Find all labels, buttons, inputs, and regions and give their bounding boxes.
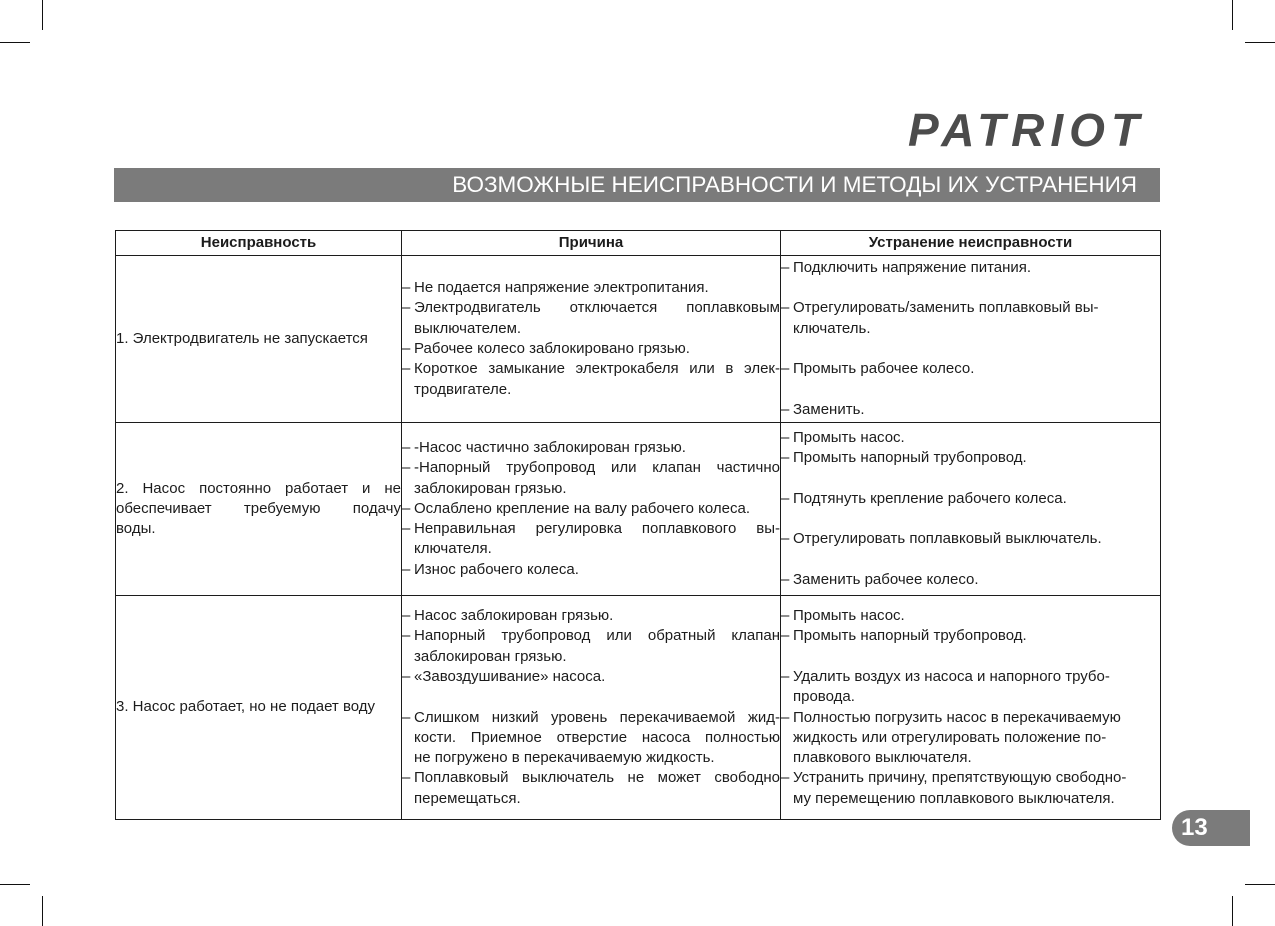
remedy-item <box>781 667 1160 708</box>
crop-mark <box>1245 884 1275 885</box>
remedy-line: Отрегулировать поплавковый выключатель. <box>793 530 1102 548</box>
remedy-item <box>781 570 1160 590</box>
crop-mark <box>1245 42 1275 43</box>
cause-item <box>402 667 780 687</box>
cause-line: Ослаблено крепление на валу рабочего колеса. <box>414 499 751 517</box>
bullet-dash: – <box>402 667 411 685</box>
brand-logo: PATRIOT <box>908 104 1146 156</box>
remedy-line: Заменить. <box>793 400 865 418</box>
bullet-dash: – <box>781 489 790 507</box>
bullet-dash: – <box>781 607 790 625</box>
page-number-badge <box>1172 810 1250 846</box>
bullet-dash: – <box>402 340 411 357</box>
crop-mark <box>1232 896 1233 926</box>
remedy-line: Промыть рабочее колесо. <box>793 360 975 378</box>
bullet-dash: – <box>402 459 411 477</box>
table-row <box>116 423 1161 596</box>
cause-line: Короткое замыкание электрокабеля или в элек- <box>414 360 780 378</box>
remedy-line: Отрегулировать/заменить поплавковый вы- <box>793 299 1099 317</box>
fault-text: 1. Электродвигатель не запускается <box>116 329 368 347</box>
troubleshooting-table <box>115 230 1161 820</box>
cause-line: кости. Приемное отверстие насоса полностью <box>414 728 780 746</box>
cause-line: -Напорный трубопровод или клапан частично <box>414 459 780 477</box>
remedy-item <box>781 768 1160 809</box>
cause-item <box>402 339 780 359</box>
section-banner <box>114 168 1160 202</box>
bullet-dash: – <box>781 449 790 467</box>
bullet-dash: – <box>402 499 411 517</box>
cause-item <box>402 499 780 519</box>
table-row <box>116 256 1161 423</box>
remedy-line: ключатель. <box>793 319 871 337</box>
bullet-dash: – <box>781 627 790 645</box>
remedy-line: провода. <box>793 688 855 706</box>
remedy-line: Устранить причину, препятствующую свободно- <box>793 769 1127 787</box>
cause-line: Электродвигатель отключается поплавковым <box>414 299 780 317</box>
bullet-dash: – <box>781 708 790 726</box>
cause-line: перемещаться. <box>414 789 521 807</box>
fault-cell <box>116 256 402 423</box>
fault-text: воды. <box>116 520 156 538</box>
bullet-dash: – <box>402 438 411 456</box>
remedy-item <box>781 626 1160 646</box>
remedy-item <box>781 428 1160 448</box>
header-remedy: Устранение неисправности <box>781 231 1161 256</box>
fault-cell <box>116 596 402 820</box>
bullet-dash: – <box>402 560 411 578</box>
remedy-line: Подключить напряжение питания. <box>793 258 1032 276</box>
table-header-row <box>116 231 1161 256</box>
cause-line: заблокирован грязью. <box>414 647 567 665</box>
remedy-cell <box>781 423 1161 596</box>
cause-item <box>402 278 780 298</box>
remedy-line: Промыть напорный трубопровод. <box>793 627 1027 645</box>
cause-line: выключателем. <box>414 319 522 337</box>
bullet-dash: – <box>781 258 790 276</box>
cause-line: Износ рабочего колеса. <box>414 560 579 578</box>
table-row <box>116 596 1161 820</box>
remedy-item <box>781 258 1160 278</box>
remedy-line: плавкового выключателя. <box>793 749 972 767</box>
crop-mark <box>42 896 43 926</box>
crop-mark <box>42 0 43 30</box>
cause-item <box>402 298 780 339</box>
bullet-dash: – <box>402 299 411 317</box>
cause-item <box>402 708 780 769</box>
cause-cell <box>402 596 781 820</box>
cause-line: Неправильная регулировка поплавкового вы- <box>414 520 780 538</box>
remedy-line: Удалить воздух из насоса и напорного трубо- <box>793 667 1110 685</box>
crop-mark <box>1232 0 1233 30</box>
bullet-dash: – <box>402 769 411 787</box>
cause-line: «Завоздушивание» насоса. <box>414 667 606 685</box>
cause-item <box>402 606 780 626</box>
remedy-item <box>781 400 1160 420</box>
bullet-dash: – <box>781 769 790 787</box>
remedy-line: Промыть насос. <box>793 428 905 446</box>
cause-item <box>402 626 780 667</box>
remedy-line: Полностью погрузить насос в перекачиваемую <box>793 708 1121 726</box>
cause-item <box>402 560 780 580</box>
bullet-dash: – <box>781 428 790 446</box>
remedy-item <box>781 298 1160 339</box>
header-fault: Неисправность <box>116 231 402 256</box>
cause-item <box>402 768 780 809</box>
cause-line: тродвигателе. <box>414 380 512 398</box>
bullet-dash: – <box>402 708 411 726</box>
bullet-dash: – <box>402 627 411 645</box>
remedy-item <box>781 708 1160 769</box>
fault-cell <box>116 423 402 596</box>
cause-line: Не подается напряжение электропитания. <box>414 279 709 297</box>
bullet-dash: – <box>781 667 790 685</box>
fault-text: 3. Насос работает, но не подает воду <box>116 698 376 716</box>
page-number: 13 <box>1181 814 1208 841</box>
bullet-dash: – <box>781 530 790 548</box>
bullet-dash: – <box>402 520 411 538</box>
bullet-dash: – <box>402 607 411 625</box>
bullet-dash: – <box>402 360 411 378</box>
remedy-line: му перемещению поплавкового выключателя. <box>793 789 1115 807</box>
section-title: ВОЗМОЖНЫЕ НЕИСПРАВНОСТИ И МЕТОДЫ ИХ УСТРАНЕНИЯ <box>452 172 1137 197</box>
cause-line: -Насос частично заблокирован грязью. <box>414 438 686 456</box>
remedy-cell <box>781 256 1161 423</box>
remedy-line: Заменить рабочее колесо. <box>793 570 979 588</box>
bullet-dash: – <box>781 299 790 317</box>
remedy-line: Промыть напорный трубопровод. <box>793 449 1027 467</box>
cause-line: Напорный трубопровод или обратный клапан <box>414 627 780 645</box>
cause-line: Слишком низкий уровень перекачиваемой жид- <box>414 708 780 726</box>
cause-line: Рабочее колесо заблокировано грязью. <box>414 340 690 357</box>
cause-item <box>402 438 780 458</box>
bullet-dash: – <box>781 570 790 588</box>
header-cause: Причина <box>402 231 781 256</box>
cause-line: Насос заблокирован грязью. <box>414 607 614 625</box>
crop-mark <box>0 42 30 43</box>
remedy-item <box>781 529 1160 549</box>
remedy-item <box>781 359 1160 379</box>
cause-line: Поплавковый выключатель не может свободно <box>414 769 780 787</box>
cause-item <box>402 519 780 560</box>
cause-cell <box>402 423 781 596</box>
remedy-line: Подтянуть крепление рабочего колеса. <box>793 489 1067 507</box>
cause-item <box>402 458 780 499</box>
cause-line: не погружено в перекачиваемую жидкость. <box>414 749 715 767</box>
cause-item <box>402 359 780 400</box>
bullet-dash: – <box>402 279 411 297</box>
remedy-cell <box>781 596 1161 820</box>
cause-line: заблокирован грязью. <box>414 479 567 497</box>
remedy-line: Промыть насос. <box>793 607 905 625</box>
cause-cell <box>402 256 781 423</box>
fault-text: обеспечивает требуемую подачу <box>116 499 401 517</box>
remedy-item <box>781 489 1160 509</box>
bullet-dash: – <box>781 400 790 418</box>
cause-line: ключателя. <box>414 540 492 558</box>
crop-mark <box>0 884 30 885</box>
remedy-item <box>781 448 1160 468</box>
fault-text: 2. Насос постоянно работает и не <box>116 479 401 497</box>
remedy-item <box>781 606 1160 626</box>
remedy-line: жидкость или отрегулировать положение по- <box>793 728 1107 746</box>
bullet-dash: – <box>781 360 790 378</box>
